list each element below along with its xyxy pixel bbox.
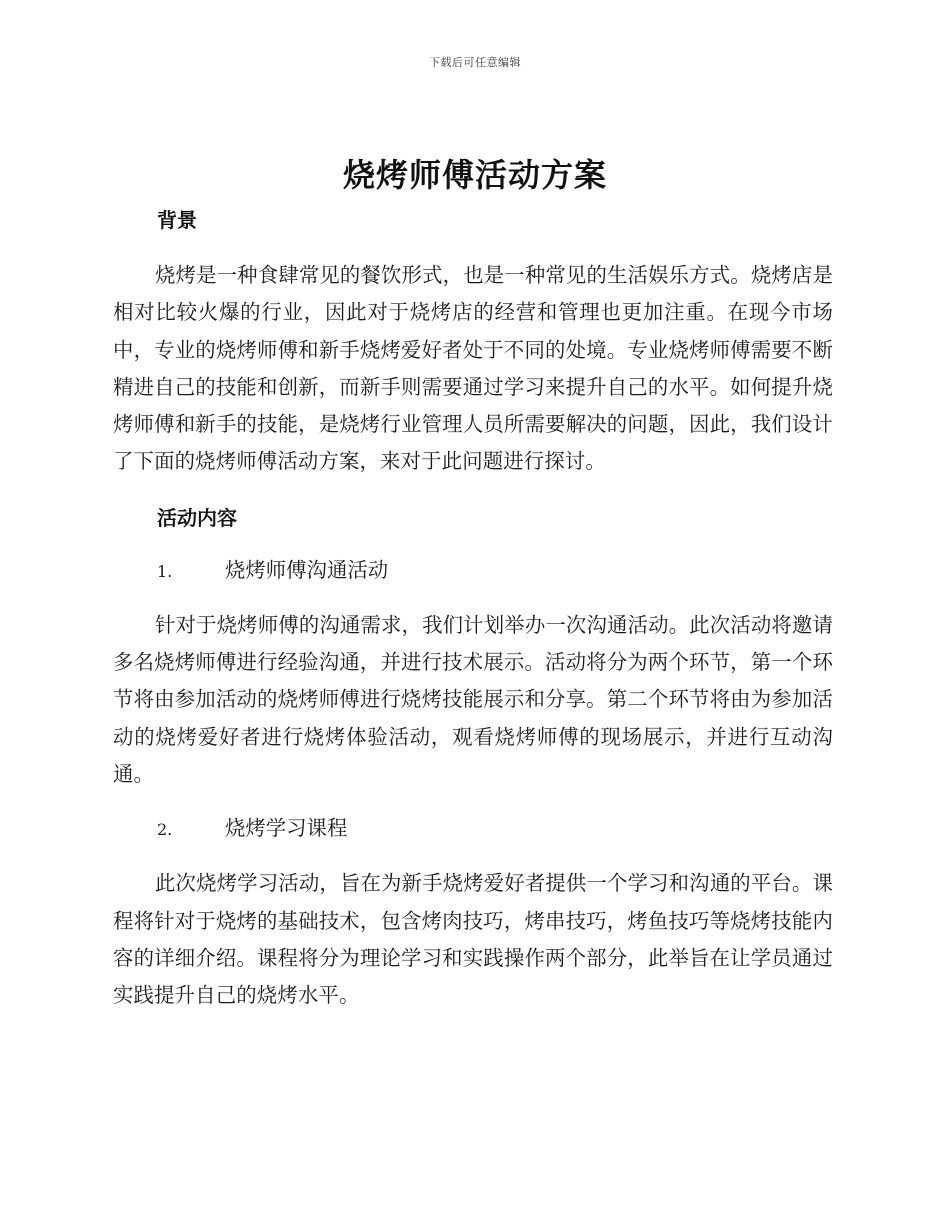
list-number: 1. [157,561,173,581]
section-heading-activities: 活动内容 [157,505,237,530]
document-title: 烧烤师傅活动方案 [342,156,607,194]
header-note: 下载后可任意编辑 [429,56,521,69]
background-paragraph: 烧烤是一种食肆常见的餐饮形式，也是一种常见的生活娱乐方式。烧烤店是相对比较火爆的行业，因此对于烧烤店的经营和管理也更加注重。在现今市场中，专业的烧烤师傅和新手烧烤爱好者处于不同的处境。专业烧烤师傅需要不断精进自己的技能和创新，而新手则需要通过学习来提升自己的水平。如何提升烧烤师傅和新手的技能，是烧烤行业管理人员所需要解决的问题，因此，我们设计了下面的烧烤师傅活动方案，来对于此问题进行探讨。 [113,263,833,474]
course-paragraph: 此次烧烤学习活动，旨在为新手烧烤爱好者提供一个学习和沟通的平台。课程将针对于烧烤的基础技术，包含烤肉技巧，烤串技巧，烤鱼技巧等烧烤技能内容的详细介绍。课程将分为理论学习和实践操作两个部分，此举旨在让学员通过实践提升自己的烧烤水平。 [113,871,833,1008]
list-item-communication [157,553,833,589]
list-item-title: 烧烤学习课程 [225,816,348,841]
communication-paragraph: 针对于烧烤师傅的沟通需求，我们计划举办一次沟通活动。此次活动将邀请多名烧烤师傅进行经验沟通，并进行技术展示。活动将分为两个环节，第一个环节将由参加活动的烧烤师傅进行烧烤技能展示和分享。第二个环节将由为参加活动的烧烤爱好者进行烧烤体验活动，观看烧烤师傅的现场展示，并进行互动沟通。 [113,612,833,786]
section-heading-background: 背景 [157,208,197,232]
list-item-course [157,811,833,847]
list-number: 2. [157,820,173,840]
document-body [113,203,833,1014]
list-item-title: 烧烤师傅沟通活动 [225,557,389,582]
